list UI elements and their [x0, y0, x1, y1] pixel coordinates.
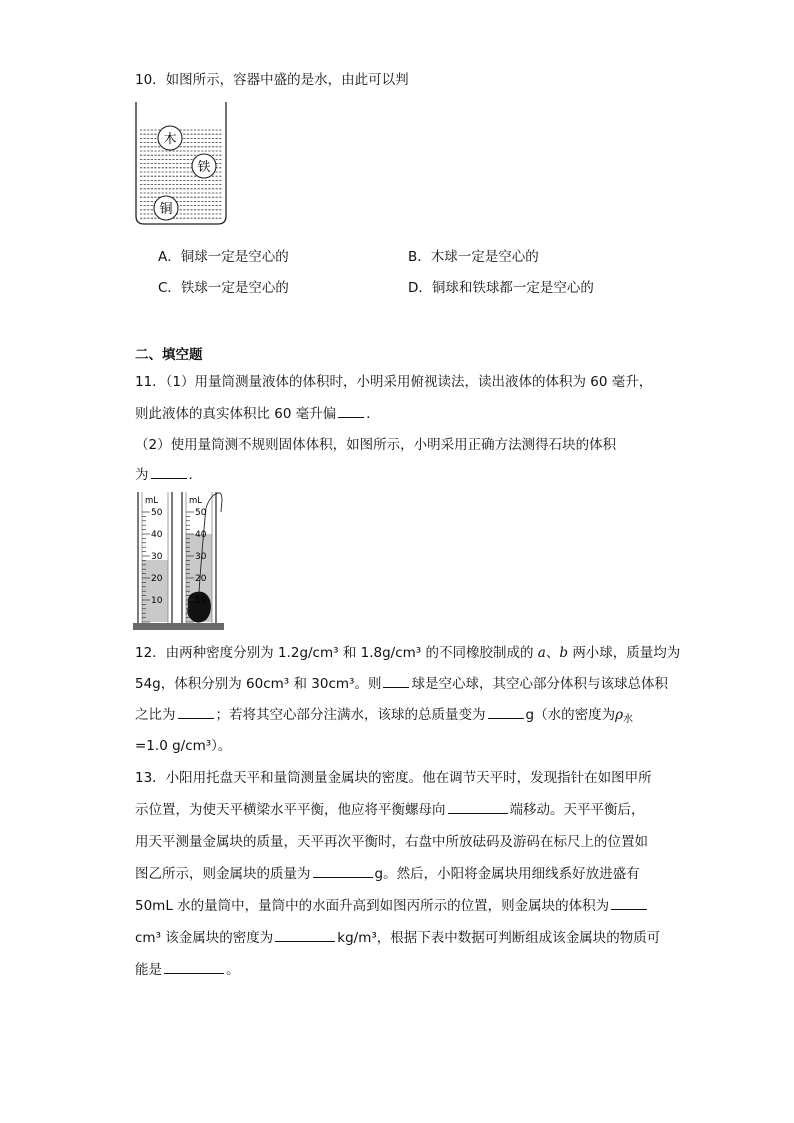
q12-line1-end: 两小球，质量均为 [572, 645, 681, 661]
q13-line6-text: cm³ 该金属块的密度为 [135, 930, 274, 946]
q11-line2 [135, 402, 380, 422]
q13-line2 [135, 798, 645, 818]
q12-line1-text: 12．由两种密度分别为 1.2g/cm³ 和 1.8g/cm³ 的不同橡胶制成的 [135, 645, 534, 661]
q13-line4-text: 图乙所示，则金属块的质量为 [135, 866, 311, 882]
q12-blank-2[interactable] [178, 704, 214, 719]
q13-blank-2[interactable] [313, 863, 373, 878]
q13-line2-end: 端移动。天平平衡后， [509, 802, 645, 818]
q13-line4 [135, 862, 640, 882]
q10-option-b: B．木球一定是空心的 [408, 249, 539, 265]
cylinder-1-base [133, 623, 179, 630]
var-b: b [559, 645, 569, 661]
graduated-cylinder-1 [132, 490, 180, 632]
var-sep: 、 [545, 645, 560, 661]
q12-line3-text: 之比为 [135, 707, 176, 723]
var-a: a [537, 645, 546, 661]
cylinder-2-tick-label: 20 [195, 574, 207, 584]
q13-line6 [135, 926, 660, 946]
q13-line3: 用天平测量金属块的质量，天平再次平衡时，右盘中所放砝码及游码在标尺上的位置如 [135, 834, 648, 850]
q13-blank-1[interactable] [448, 799, 508, 814]
q12-blank-3[interactable] [488, 704, 524, 719]
q13-line6-end: kg/m³，根据下表中数据可判断组成该金属块的物质可 [337, 930, 661, 946]
q10-stem: 10．如图所示，容器中盛的是水，由此可以判 [135, 72, 409, 88]
q11-line3: （2）使用量筒测不规则固体体积，如图所示，小明采用正确方法测得石块的体积 [135, 437, 617, 453]
q13-line5-text: 50mL 水的量筒中，量筒中的水面升高到如图丙所示的位置，则金属块的体积为 [135, 898, 610, 914]
iron-ball-label: 铁 [197, 160, 211, 175]
q12-line4: =1.0 g/cm³）。 [135, 738, 232, 754]
q11-line1: 11．（1）用量筒测量液体的体积时，小明采用俯视读法，读出液体的体积为 60 毫升， [135, 374, 653, 390]
q11-line2-text: 则此液体的真实体积比 60 毫升偏 [135, 406, 337, 422]
q13-line5 [135, 894, 649, 914]
q12-line3-mid: ；若将其空心部分注满水，该球的总质量变为 [215, 707, 486, 723]
cylinder-1-tick-label: 50 [151, 508, 163, 518]
cylinder-2-tick-label: 40 [195, 530, 207, 540]
cylinder-2-tick-label: 30 [195, 552, 207, 562]
q10-option-c: C．铁球一定是空心的 [158, 280, 289, 296]
cylinder-2-tick-label: 10 [195, 596, 207, 606]
q12-line1 [135, 641, 680, 661]
q12-line2-text: 54g，体积分别为 60cm³ 和 30cm³。则 [135, 676, 382, 692]
q10-container-figure [132, 98, 238, 228]
rho-symbol: ρ [615, 707, 624, 723]
q13-line7-text: 能是 [135, 962, 162, 978]
q12-line3-end: g（水的密度为 [525, 707, 616, 723]
q13-line1: 13．小阳用托盘天平和量筒测量金属块的密度。他在调节天平时，发现指针在如图甲所 [135, 770, 652, 786]
cylinder-2-unit: mL [189, 496, 203, 506]
cylinder-1-tick-label: 40 [151, 530, 163, 540]
q10-option-a: A．铜球一定是空心的 [158, 249, 289, 265]
q11-blank-2[interactable] [151, 464, 187, 479]
q11-line4-end: ． [188, 467, 202, 483]
q13-blank-3[interactable] [611, 895, 647, 910]
cylinder-1-tick-label: 10 [151, 596, 163, 606]
q13-blank-4[interactable] [275, 927, 335, 942]
q12-blank-1[interactable] [383, 673, 409, 688]
q13-blank-5[interactable] [164, 959, 224, 974]
q13-line2-text: 示位置，为使天平横梁水平平衡，他应将平衡螺母向 [135, 802, 446, 818]
cylinder-2-tick-label: 50 [195, 508, 207, 518]
q10-option-d: D．铜球和铁球都一定是空心的 [408, 280, 594, 296]
copper-ball-label: 铜 [159, 202, 173, 217]
rho-subscript: 水 [623, 714, 634, 725]
q11-blank-1[interactable] [338, 403, 364, 418]
q13-line4-end: g。然后，小阳将金属块用细线系好放进盛有 [374, 866, 640, 882]
q12-line3 [135, 703, 633, 725]
cylinder-1-tick-label: 30 [151, 552, 163, 562]
cylinder-1-unit: mL [145, 496, 159, 506]
q13-line7-end: 。 [226, 962, 240, 978]
q11-line4 [135, 463, 202, 483]
cylinder-2-base [178, 623, 224, 630]
q13-line7 [135, 958, 240, 978]
wood-ball-label: 木 [163, 132, 177, 147]
cylinder-1-tick-label: 20 [151, 574, 163, 584]
section-title: 二、填空题 [135, 347, 203, 363]
q11-line2-end: ． [366, 406, 380, 422]
q11-line4-text: 为 [135, 467, 149, 483]
graduated-cylinder-2 [178, 488, 230, 632]
q12-line2 [135, 672, 668, 692]
q12-line2-end: 球是空心球，其空心部分体积与该球总体积 [411, 676, 668, 692]
